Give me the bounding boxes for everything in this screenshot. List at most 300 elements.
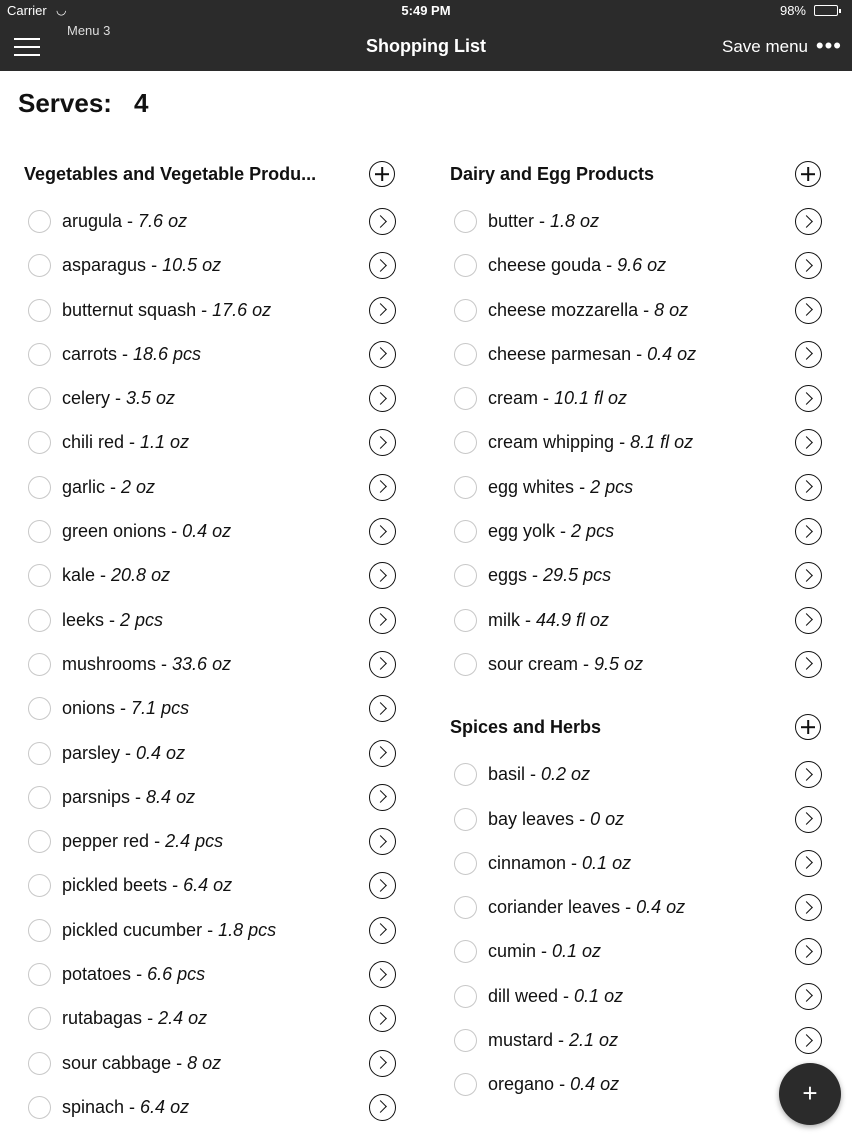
item-separator: -	[154, 831, 161, 852]
item-quantity: 7.1 pcs	[131, 698, 190, 719]
item-text	[488, 388, 627, 409]
list-item[interactable]	[24, 643, 424, 687]
chevron-right-icon[interactable]	[795, 518, 822, 545]
item-separator: -	[207, 919, 214, 940]
item-quantity: 0 oz	[590, 808, 625, 829]
checkbox-circle[interactable]	[454, 431, 477, 454]
item-separator: -	[115, 388, 122, 409]
chevron-right-icon[interactable]	[369, 252, 396, 279]
chevron-right-icon[interactable]	[795, 252, 822, 279]
item-separator: -	[122, 343, 129, 364]
item-text	[62, 1097, 189, 1118]
item-separator: -	[171, 521, 178, 542]
item-quantity: 0.1 oz	[574, 985, 624, 1006]
item-text	[62, 1008, 207, 1029]
item-separator: -	[563, 985, 570, 1006]
item-text	[488, 565, 611, 586]
checkbox-circle[interactable]	[454, 476, 477, 499]
item-separator: -	[539, 211, 546, 231]
item-text	[62, 565, 170, 586]
add-item-icon[interactable]	[369, 161, 395, 187]
chevron-right-icon[interactable]	[369, 1005, 396, 1032]
item-text	[62, 521, 231, 542]
section-title: Dairy and Egg Products	[450, 164, 655, 184]
item-quantity: 6.4 oz	[183, 875, 233, 896]
list-item[interactable]	[450, 1019, 850, 1063]
item-name: pickled cucumber	[62, 919, 203, 940]
list-item[interactable]	[450, 753, 850, 797]
item-separator: -	[525, 609, 531, 630]
item-separator: -	[109, 609, 116, 630]
section-header	[450, 703, 850, 753]
item-text	[62, 787, 195, 808]
list-item[interactable]	[450, 554, 850, 598]
item-name: chili red	[62, 432, 125, 453]
item-quantity: 1.8 pcs	[218, 919, 277, 940]
checkbox-circle[interactable]	[454, 896, 477, 919]
list-item[interactable]	[24, 953, 424, 997]
list-item[interactable]	[24, 1086, 424, 1130]
item-name: parsnips	[62, 786, 131, 807]
chevron-right-icon[interactable]	[795, 1027, 822, 1054]
item-quantity: 0.1 oz	[582, 852, 632, 873]
list-item[interactable]	[24, 421, 424, 465]
item-text	[62, 654, 231, 675]
checkbox-circle[interactable]	[454, 387, 477, 410]
item-separator: -	[161, 653, 168, 674]
checkbox-circle[interactable]	[28, 1007, 51, 1030]
checkbox-circle[interactable]	[454, 609, 477, 632]
item-quantity: 9.6 oz	[617, 255, 667, 276]
item-name: mustard	[488, 1030, 554, 1051]
item-separator: -	[151, 255, 158, 276]
item-separator: -	[201, 299, 208, 320]
page-title: Shopping List	[366, 36, 486, 56]
item-separator: -	[579, 808, 586, 829]
item-separator: -	[147, 1008, 154, 1029]
item-text	[488, 941, 601, 962]
list-item[interactable]	[450, 930, 850, 974]
checkbox-circle[interactable]	[454, 940, 477, 963]
item-text	[488, 764, 590, 785]
item-name: sour cabbage	[62, 1052, 172, 1073]
list-item[interactable]	[450, 289, 850, 333]
list-item[interactable]	[450, 798, 850, 842]
item-text	[488, 255, 666, 276]
list-item[interactable]	[24, 1042, 424, 1086]
item-separator: -	[136, 964, 143, 985]
item-name: kale	[62, 565, 96, 586]
checkbox-circle[interactable]	[28, 874, 51, 897]
chevron-right-icon[interactable]	[795, 208, 822, 235]
item-text	[62, 743, 185, 764]
chevron-right-icon[interactable]	[795, 607, 822, 634]
chevron-right-icon[interactable]	[369, 651, 396, 678]
item-name: bay leaves	[488, 808, 575, 829]
category-section	[450, 703, 850, 1107]
item-name: coriander leaves	[488, 897, 621, 918]
item-quantity: 2.1 oz	[569, 1030, 619, 1051]
chevron-right-icon[interactable]	[369, 784, 396, 811]
chevron-right-icon[interactable]	[795, 983, 822, 1010]
item-text	[62, 300, 271, 321]
item-text	[62, 477, 155, 498]
list-item[interactable]	[24, 820, 424, 864]
item-name: arugula	[62, 211, 123, 231]
chevron-right-icon[interactable]	[795, 894, 822, 921]
list-item[interactable]	[450, 510, 850, 554]
item-text	[62, 432, 189, 453]
chevron-right-icon[interactable]	[369, 518, 396, 545]
item-separator: -	[571, 852, 578, 873]
right-column	[450, 150, 850, 1124]
chevron-right-icon[interactable]	[369, 562, 396, 589]
list-item[interactable]	[450, 886, 850, 930]
item-separator: -	[558, 1030, 565, 1051]
item-text	[488, 521, 614, 542]
item-quantity: 2.4 oz	[158, 1008, 208, 1029]
item-text	[488, 300, 688, 321]
item-name: celery	[62, 388, 111, 409]
checkbox-circle[interactable]	[28, 1096, 51, 1119]
item-separator: -	[530, 764, 537, 785]
list-item[interactable]	[24, 510, 424, 554]
wifi-icon: ◡	[56, 3, 67, 17]
list-item[interactable]	[450, 333, 850, 377]
item-name: basil	[488, 764, 526, 785]
list-item[interactable]	[450, 244, 850, 288]
chevron-right-icon[interactable]	[369, 474, 396, 501]
serves-value: 4	[133, 88, 149, 118]
item-text	[488, 654, 643, 675]
checkbox-circle[interactable]	[28, 343, 51, 366]
item-name: pickled beets	[62, 875, 168, 896]
item-text	[488, 1030, 618, 1051]
chevron-right-icon[interactable]	[795, 651, 822, 678]
list-item[interactable]	[450, 377, 850, 421]
checkbox-circle[interactable]	[28, 564, 51, 587]
item-quantity: 10.5 oz	[162, 255, 222, 276]
item-name: mushrooms	[62, 653, 157, 674]
checkbox-circle[interactable]	[28, 830, 51, 853]
item-quantity: 0.4 oz	[136, 742, 186, 763]
chevron-right-icon[interactable]	[369, 695, 396, 722]
item-separator: -	[172, 875, 179, 896]
list-item[interactable]	[450, 643, 850, 687]
item-quantity: 8.1 fl oz	[630, 432, 694, 453]
chevron-right-icon[interactable]	[369, 341, 396, 368]
list-item[interactable]	[24, 244, 424, 288]
chevron-right-icon[interactable]	[369, 917, 396, 944]
battery-icon	[814, 5, 838, 16]
chevron-right-icon[interactable]	[795, 297, 822, 324]
section-header	[450, 150, 850, 200]
item-name: asparagus	[62, 255, 147, 276]
item-quantity: 20.8 oz	[111, 565, 171, 586]
section-title: Vegetables and Vegetable Produ...	[24, 164, 317, 184]
item-separator: -	[619, 432, 626, 453]
checkbox-circle[interactable]	[454, 852, 477, 875]
item-name: butter	[488, 211, 535, 231]
chevron-right-icon[interactable]	[795, 850, 822, 877]
item-text	[62, 964, 205, 985]
item-quantity: 0.4 oz	[636, 897, 686, 918]
item-separator: -	[625, 897, 632, 918]
chevron-right-icon[interactable]	[369, 297, 396, 324]
chevron-right-icon[interactable]	[369, 385, 396, 412]
section-title: Spices and Herbs	[450, 717, 602, 738]
chevron-right-icon[interactable]	[795, 761, 822, 788]
item-separator: -	[100, 565, 107, 586]
status-bar	[0, 0, 852, 22]
checkbox-circle[interactable]	[454, 1073, 477, 1096]
item-text	[488, 1074, 619, 1095]
list-item[interactable]	[24, 599, 424, 643]
checkbox-circle[interactable]	[28, 476, 51, 499]
list-item[interactable]	[24, 687, 424, 731]
chevron-right-icon[interactable]	[795, 341, 822, 368]
item-quantity: 2 pcs	[590, 476, 634, 497]
item-name: green onions	[62, 521, 167, 542]
item-name: cinnamon	[488, 852, 567, 873]
item-quantity: 29.5 pcs	[543, 565, 612, 586]
item-quantity: 1.8 oz	[550, 211, 600, 231]
item-separator: -	[579, 476, 586, 497]
section-header	[24, 150, 424, 200]
checkbox-circle[interactable]	[454, 254, 477, 277]
item-quantity: 10.1 fl oz	[554, 388, 628, 409]
chevron-right-icon[interactable]	[369, 1050, 396, 1077]
list-item[interactable]	[24, 864, 424, 908]
item-separator: -	[560, 521, 567, 542]
item-quantity: 2 oz	[121, 476, 156, 497]
item-text	[62, 255, 221, 276]
item-text	[488, 897, 685, 918]
item-quantity: 0.4 oz	[182, 521, 232, 542]
status-time: 5:49 PM	[401, 3, 451, 18]
item-text	[488, 986, 623, 1007]
add-item-icon[interactable]	[795, 161, 821, 187]
item-name: milk	[488, 609, 520, 630]
item-quantity: 0.2 oz	[541, 764, 591, 785]
item-name: cumin	[488, 941, 537, 962]
item-quantity: 33.6 oz	[172, 653, 232, 674]
chevron-right-icon[interactable]	[795, 806, 822, 833]
item-separator: -	[135, 786, 142, 807]
item-quantity: 8 oz	[187, 1052, 222, 1073]
more-options-icon[interactable]: •••	[815, 33, 842, 58]
checkbox-circle[interactable]	[28, 431, 51, 454]
checkbox-circle[interactable]	[454, 343, 477, 366]
item-text	[62, 831, 223, 852]
add-fab-button[interactable]: +	[779, 1063, 841, 1125]
checkbox-circle[interactable]	[28, 919, 51, 942]
item-separator: -	[127, 211, 134, 231]
item-quantity: 44.9 fl oz	[536, 609, 610, 630]
item-text	[488, 610, 609, 631]
checkbox-circle[interactable]	[454, 985, 477, 1008]
item-name: egg yolk	[488, 521, 556, 542]
item-quantity: 6.6 pcs	[147, 964, 206, 985]
item-name: potatoes	[62, 964, 132, 985]
item-separator: -	[559, 1074, 566, 1095]
nav-bar	[0, 22, 852, 71]
item-name: oregano	[488, 1074, 555, 1095]
item-text	[488, 477, 633, 498]
checkbox-circle[interactable]	[28, 210, 51, 233]
item-quantity: 8.4 oz	[146, 786, 196, 807]
menu-name-label: Menu 3	[67, 23, 111, 38]
chevron-right-icon[interactable]	[369, 607, 396, 634]
item-text	[488, 344, 696, 365]
chevron-right-icon[interactable]	[369, 961, 396, 988]
checkbox-circle[interactable]	[28, 299, 51, 322]
item-quantity: 0.4 oz	[570, 1074, 620, 1095]
checkbox-circle[interactable]	[28, 254, 51, 277]
item-separator: -	[643, 299, 650, 320]
chevron-right-icon[interactable]	[795, 429, 822, 456]
checkbox-circle[interactable]	[28, 653, 51, 676]
serves-row[interactable]	[18, 88, 148, 119]
checkbox-circle[interactable]	[454, 299, 477, 322]
checkbox-circle[interactable]	[28, 786, 51, 809]
list-item[interactable]	[24, 554, 424, 598]
item-text	[62, 698, 189, 719]
item-quantity: 2.4 pcs	[165, 831, 224, 852]
item-separator: -	[176, 1052, 183, 1073]
list-item[interactable]	[24, 333, 424, 377]
item-text	[488, 211, 599, 232]
list-item[interactable]	[24, 289, 424, 333]
checkbox-circle[interactable]	[454, 564, 477, 587]
list-item[interactable]	[24, 909, 424, 953]
checkbox-circle[interactable]	[28, 697, 51, 720]
checkbox-circle[interactable]	[454, 210, 477, 233]
item-quantity: 2 pcs	[571, 521, 615, 542]
checkbox-circle[interactable]	[28, 963, 51, 986]
item-quantity: 1.1 oz	[140, 432, 190, 453]
item-name: cream whipping	[488, 432, 615, 453]
item-name: carrots	[62, 343, 118, 364]
list-item[interactable]	[450, 975, 850, 1019]
save-menu-button[interactable]: Save menu	[722, 37, 808, 56]
item-quantity: 0.1 oz	[552, 941, 602, 962]
item-quantity: 17.6 oz	[212, 299, 272, 320]
checkbox-circle[interactable]	[454, 520, 477, 543]
item-name: onions	[62, 698, 116, 719]
list-item[interactable]	[24, 732, 424, 776]
item-text	[62, 1053, 221, 1074]
chevron-right-icon[interactable]	[795, 938, 822, 965]
item-text	[62, 610, 163, 631]
item-separator: -	[532, 565, 539, 586]
list-item[interactable]	[24, 377, 424, 421]
item-separator: -	[583, 653, 590, 674]
item-separator: -	[120, 698, 127, 719]
chevron-right-icon[interactable]	[369, 828, 396, 855]
item-name: sour cream	[488, 653, 579, 674]
battery-percent: 98%	[779, 3, 806, 18]
list-item[interactable]	[450, 842, 850, 886]
item-quantity: 2 pcs	[120, 609, 164, 630]
checkbox-circle[interactable]	[28, 742, 51, 765]
chevron-right-icon[interactable]	[795, 562, 822, 589]
item-name: spinach	[62, 1096, 125, 1117]
item-separator: -	[110, 476, 117, 497]
item-name: cheese parmesan	[488, 343, 632, 364]
item-name: eggs	[488, 565, 528, 586]
checkbox-circle[interactable]	[28, 387, 51, 410]
chevron-right-icon[interactable]	[795, 474, 822, 501]
item-name: parsley	[62, 742, 121, 763]
checkbox-circle[interactable]	[28, 609, 51, 632]
item-name: egg whites	[488, 476, 575, 497]
item-text	[62, 388, 175, 409]
item-separator: -	[606, 255, 613, 276]
item-name: butternut squash	[62, 299, 197, 320]
checkbox-circle[interactable]	[28, 1052, 51, 1075]
chevron-right-icon[interactable]	[369, 1094, 396, 1121]
item-name: cheese gouda	[488, 255, 602, 276]
item-name: cheese mozzarella	[488, 299, 639, 320]
item-quantity: 18.6 pcs	[133, 343, 202, 364]
checkbox-circle[interactable]	[454, 1029, 477, 1052]
chevron-right-icon[interactable]	[369, 740, 396, 767]
chevron-right-icon[interactable]	[369, 429, 396, 456]
item-quantity: 6.4 oz	[140, 1096, 190, 1117]
list-item[interactable]	[24, 466, 424, 510]
item-text	[62, 920, 276, 941]
checkbox-circle[interactable]	[454, 653, 477, 676]
item-quantity: 9.5 oz	[594, 653, 644, 674]
item-text	[488, 809, 624, 830]
left-column	[24, 150, 424, 1146]
list-item[interactable]	[450, 421, 850, 465]
list-item[interactable]	[24, 776, 424, 820]
item-text	[488, 432, 693, 453]
item-separator: -	[543, 388, 550, 409]
item-text	[62, 344, 201, 365]
list-item[interactable]	[450, 466, 850, 510]
category-section	[24, 150, 424, 1130]
item-text	[62, 211, 187, 232]
chevron-right-icon[interactable]	[369, 208, 396, 235]
list-item[interactable]	[24, 997, 424, 1041]
serves-label: Serves:	[18, 88, 112, 118]
chevron-right-icon[interactable]	[795, 385, 822, 412]
checkbox-circle[interactable]	[454, 763, 477, 786]
item-quantity: 8 oz	[654, 299, 689, 320]
item-name: dill weed	[488, 985, 559, 1006]
carrier-label: Carrier	[7, 3, 47, 18]
list-item[interactable]	[450, 200, 850, 244]
item-name: pepper red	[62, 831, 150, 852]
item-text	[488, 853, 631, 874]
item-text	[62, 875, 232, 896]
item-separator: -	[129, 432, 136, 453]
item-quantity: 3.5 oz	[126, 388, 176, 409]
chevron-right-icon[interactable]	[369, 872, 396, 899]
checkbox-circle[interactable]	[454, 808, 477, 831]
category-section	[450, 150, 850, 687]
item-separator: -	[129, 1096, 136, 1117]
list-item[interactable]	[450, 599, 850, 643]
add-item-icon[interactable]	[795, 714, 821, 740]
list-item[interactable]	[24, 200, 424, 244]
item-quantity: 0.4 oz	[647, 343, 697, 364]
checkbox-circle[interactable]	[28, 520, 51, 543]
item-quantity: 7.6 oz	[138, 211, 188, 231]
